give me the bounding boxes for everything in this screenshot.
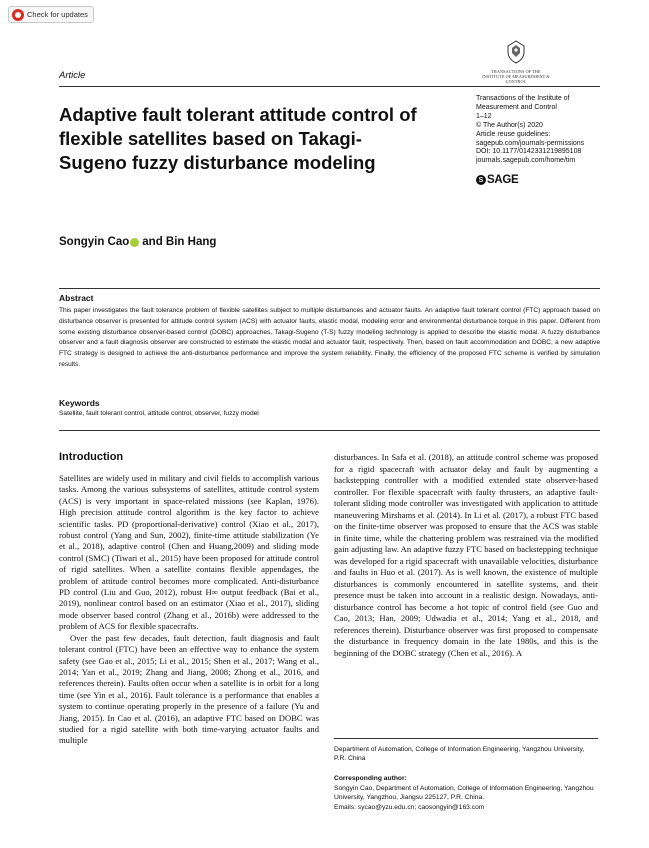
journal-logo — [480, 40, 552, 84]
body-paragraph: Satellites are widely used in military and civil fields to accomplish various tasks. Among the various subsystems of satellites, attitude control system (ACS) is very important in space-related missions (see Kaplan, 1976). High precision attitude control algorithm is the key factor to achieve scientific tasks. PD (proportional-derivative) control (Xiao et al., 2017), robust control (Yang and Sun, 2002), finite-time attitude stabilization (Ye et al., 2018), adaptive control (Chen and Huang,2009) and sliding mode control (SMC) (Tiwari et al., 2015) have been proposed for attitude control of rigid satellites. When a satellite contains flexible appendages, the problem of attitude control becomes more complicated. Anti-disturbance PD control (Liu and Guo, 2012), robust H∞ output feedback (Bai et al., 2019), nonlinear control based on an estimator (Xiao et al., 2017), sliding mode observer based control (Zhang et al., 2016b) were addressed to the problem of ACS for flexible spacecrafts. — [59, 473, 319, 632]
keywords-text: Satellite, fault tolerant control, attitude control, observer, fuzzy model — [59, 410, 259, 417]
corresponding-author — [334, 774, 598, 812]
introduction-heading: Introduction — [59, 451, 124, 463]
journal-info-line: DOI: 10.1177/0142331219895108 — [476, 148, 582, 156]
journal-info-line: Measurement and Control — [476, 103, 557, 111]
journal-info-line[interactable]: journals.sagepub.com/home/tim — [476, 157, 576, 165]
corresponding-heading: Corresponding author: — [334, 775, 407, 782]
affiliation-note: Department of Automation, College of Information Engineering, Yangzhou University, P.R. China — [334, 746, 585, 763]
abstract-heading: Abstract — [59, 293, 94, 303]
author-list — [59, 236, 216, 248]
abstract-text: This paper investigates the fault tolerance problem of flexible satellites subject to multiple disturbances and actuator faults. An adaptive fault tolerant control (FTC) approach based on disturbance observer is presented for attitude control system (ACS) with actuator faults, elastic modal, modeling error and environmental disturbance torque in this paper. Different from some existing disturbance observer-based control (DOBC) approaches, Takagi-Sugeno (T-S) fuzzy modeling technology is applied to describe the elastic modal. A fuzzy disturbance observer and a fault diagnosis observer are constructed to estimate the elastic modal and actuator fault, respectively. Then, based on fault accommodation and DOBC, a new adaptive FTC strategy is designed to achieve the anti-disturbance performance and improve the system reliability. Finally, the efficiency of the proposed FTC scheme is verified by simulation results. — [59, 307, 600, 368]
journal-info-line: Article reuse guidelines: — [476, 130, 551, 138]
sage-s-icon: S — [476, 175, 486, 185]
journal-info — [476, 95, 626, 166]
check-for-updates-label: Check for updates — [27, 10, 88, 19]
crossmark-icon — [12, 9, 24, 21]
body-column-left — [59, 473, 319, 747]
abstract-divider — [59, 288, 600, 289]
keywords-heading: Keywords — [59, 398, 100, 408]
orcid-icon[interactable] — [130, 238, 139, 247]
journal-info-line: © The Author(s) 2020 — [476, 121, 543, 129]
check-for-updates-badge[interactable] — [8, 6, 94, 23]
body-paragraph: Over the past few decades, fault detection, fault diagnosis and fault tolerant control (FTC) have been an effective way to enhance the system safety (see Gao et al., 2015; Li et al., 2015; Shen et al., 2017; Wang et al., 2014; Yan et al., 2019; Zhang and Jiang, 2008; Zhong et al., 2016, and references therein). Faults often occur when a satellite is in orbit for a long time (see Yin et al., 2016). Fault tolerance is a performance that enables a system to continue operating properly in the presence of a failure (Yu and Jiang, 2015). In Cao et al. (2016), an adaptive FTC based on DOBC was studied for a rigid satellite with both time-varying actuator faults and multiple — [59, 632, 319, 746]
article-type-label: Article — [59, 70, 86, 81]
corresponding-emails[interactable]: Emails: sycao@yzu.edu.cn; caosongyin@163.com — [334, 803, 485, 811]
publisher-logo — [476, 174, 518, 186]
journal-info-line[interactable]: sagepub.com/journals-permissions — [476, 139, 585, 147]
corresponding-address: Songyin Cao, Department of Automation, College of Information Engineering, Yangzhou University, Yangzhou, Jiangsu 225127, P.R. China. — [334, 784, 594, 802]
article-title: Adaptive fault tolerant attitude control of flexible satellites based on Takagi-Sugeno fuzzy disturbance modeling — [59, 104, 417, 173]
journal-info-line: 1–12 — [476, 112, 492, 120]
author-first: Songyin Cao — [59, 236, 130, 248]
author-rest: and Bin Hang — [142, 236, 217, 248]
body-column-right: disturbances. In Safa et al. (2018), an attitude control scheme was proposed for a rigid spacecraft with actuator delay and fault by augmenting a backstepping controller with a modified extended state observer-based controller. For flexible spacecraft with faulty thrusters, an adaptive fault-tolerant sliding mode controller was investigated with application to attitude maneuvering Mirshams et al. (2014). In Li et al. (2017), a robust FTC based on the finite-time observer was proposed to ensure that the ACS was stable in finite time, while the chattering problem was restrained via the modified gain adjusting law. An adaptive fuzzy FTC based on backstepping technique was developed for a rigid spacecraft with unavailable velocities, disturbance and faults in Huo et al. (2017). As is well known, the existence of multiple disturbances is commonly encountered in satellite systems, and their presence must be taken into account in a realistic design. Nowadays, anti-disturbance control has become a hot topic of control field (see Guo and Cao, 2013; Han, 2009; Udwadia et al., 2014; Yang et al., 2018, and references therein). Disturbance observer was first proposed to compensate the disturbance in frequency domain in the late 1980s, and this is the beginning of the DOBC strategy (Chen et al., 2016). A — [334, 452, 598, 658]
journal-info-line: Transactions of the Institute of — [476, 95, 570, 102]
publisher-name: SAGE — [487, 174, 519, 186]
journal-crest-icon — [505, 40, 527, 64]
keywords-divider — [59, 430, 600, 431]
header-divider — [59, 86, 600, 87]
footnote-divider — [334, 738, 598, 739]
journal-logo-text: TRANSACTIONS OF THE INSTITUTE OF MEASUREMENT & CONTROL — [482, 69, 550, 84]
